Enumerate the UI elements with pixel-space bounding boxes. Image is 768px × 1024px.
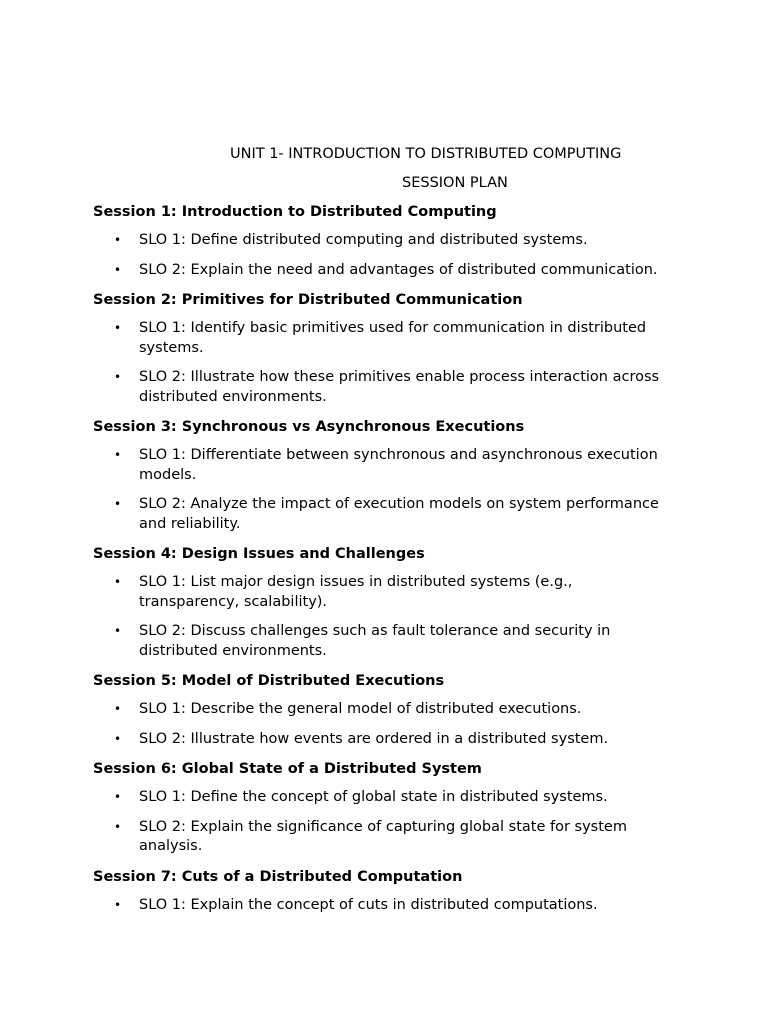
document-subtitle: SESSION PLAN: [402, 175, 508, 191]
session-heading: Session 2: Primitives for Distributed Communication: [93, 292, 523, 308]
slo-item: [93, 730, 673, 750]
bullet-icon: •: [114, 370, 122, 384]
slo-list: [93, 319, 673, 407]
slo-item: [93, 896, 673, 916]
bullet-icon: •: [114, 321, 122, 335]
session-2: [93, 290, 673, 407]
session-plan: [93, 202, 673, 925]
bullet-icon: •: [114, 233, 122, 247]
session-heading: Session 7: Cuts of a Distributed Computation: [93, 868, 463, 885]
slo-item: [93, 368, 673, 407]
slo-list: [93, 446, 673, 534]
bullet-icon: •: [114, 731, 122, 746]
bullet-icon: •: [114, 262, 122, 277]
document-title: UNIT 1- INTRODUCTION TO DISTRIBUTED COMPUTING: [230, 146, 622, 162]
slo-list: [93, 573, 673, 661]
slo-item: [93, 261, 673, 281]
slo-list: [93, 896, 673, 916]
slo-list: [93, 231, 673, 280]
session-heading: Session 4: Design Issues and Challenges: [93, 546, 425, 562]
bullet-icon: •: [114, 790, 122, 804]
slo-item: [93, 446, 673, 485]
session-heading: Session 1: Introduction to Distributed Computing: [93, 204, 497, 220]
slo-text: SLO 2: Explain the significance of capturing global state for system analysis.: [139, 818, 627, 854]
slo-text: SLO 1: Define distributed computing and distributed systems.: [139, 232, 588, 248]
slo-text: SLO 2: Explain the need and advantages of distributed communication.: [139, 261, 658, 278]
slo-item: [93, 700, 673, 720]
session-4: [93, 544, 673, 661]
bullet-icon: •: [114, 819, 122, 834]
session-5: [93, 671, 673, 749]
slo-item: [93, 231, 673, 251]
bullet-icon: •: [114, 702, 122, 716]
slo-item: [93, 818, 673, 857]
slo-list: [93, 700, 673, 749]
session-1: [93, 202, 673, 280]
slo-text: SLO 2: Illustrate how events are ordered in a distributed system.: [139, 730, 609, 747]
slo-text: SLO 1: List major design issues in distributed systems (e.g., transparency, scalability).: [139, 574, 573, 610]
bullet-icon: •: [114, 497, 122, 511]
bullet-icon: •: [114, 448, 122, 462]
slo-text: SLO 2: Analyze the impact of execution models on system performance and reliability.: [139, 496, 659, 532]
slo-text: SLO 2: Discuss challenges such as fault tolerance and security in distributed environments.: [139, 623, 611, 659]
session-heading: Session 6: Global State of a Distributed System: [93, 761, 482, 777]
session-7: [93, 867, 673, 916]
bullet-icon: •: [114, 897, 122, 912]
slo-text: SLO 2: Illustrate how these primitives enable process interaction across distributed environments.: [139, 369, 660, 405]
slo-item: [93, 622, 673, 661]
bullet-icon: •: [114, 624, 122, 638]
slo-text: SLO 1: Explain the concept of cuts in distributed computations.: [139, 896, 598, 913]
slo-text: SLO 1: Identify basic primitives used for communication in distributed systems.: [139, 320, 647, 356]
session-3: [93, 417, 673, 534]
slo-item: [93, 495, 673, 534]
session-6: [93, 759, 673, 857]
bullet-icon: •: [114, 575, 122, 589]
session-heading: Session 3: Synchronous vs Asynchronous Executions: [93, 419, 525, 435]
session-heading: Session 5: Model of Distributed Executions: [93, 673, 445, 689]
slo-item: [93, 788, 673, 808]
slo-item: [93, 573, 673, 612]
slo-item: [93, 319, 673, 358]
slo-text: SLO 1: Differentiate between synchronous and asynchronous execution models.: [139, 447, 658, 483]
slo-text: SLO 1: Define the concept of global state in distributed systems.: [139, 789, 608, 805]
slo-list: [93, 788, 673, 857]
slo-text: SLO 1: Describe the general model of distributed executions.: [139, 701, 582, 717]
